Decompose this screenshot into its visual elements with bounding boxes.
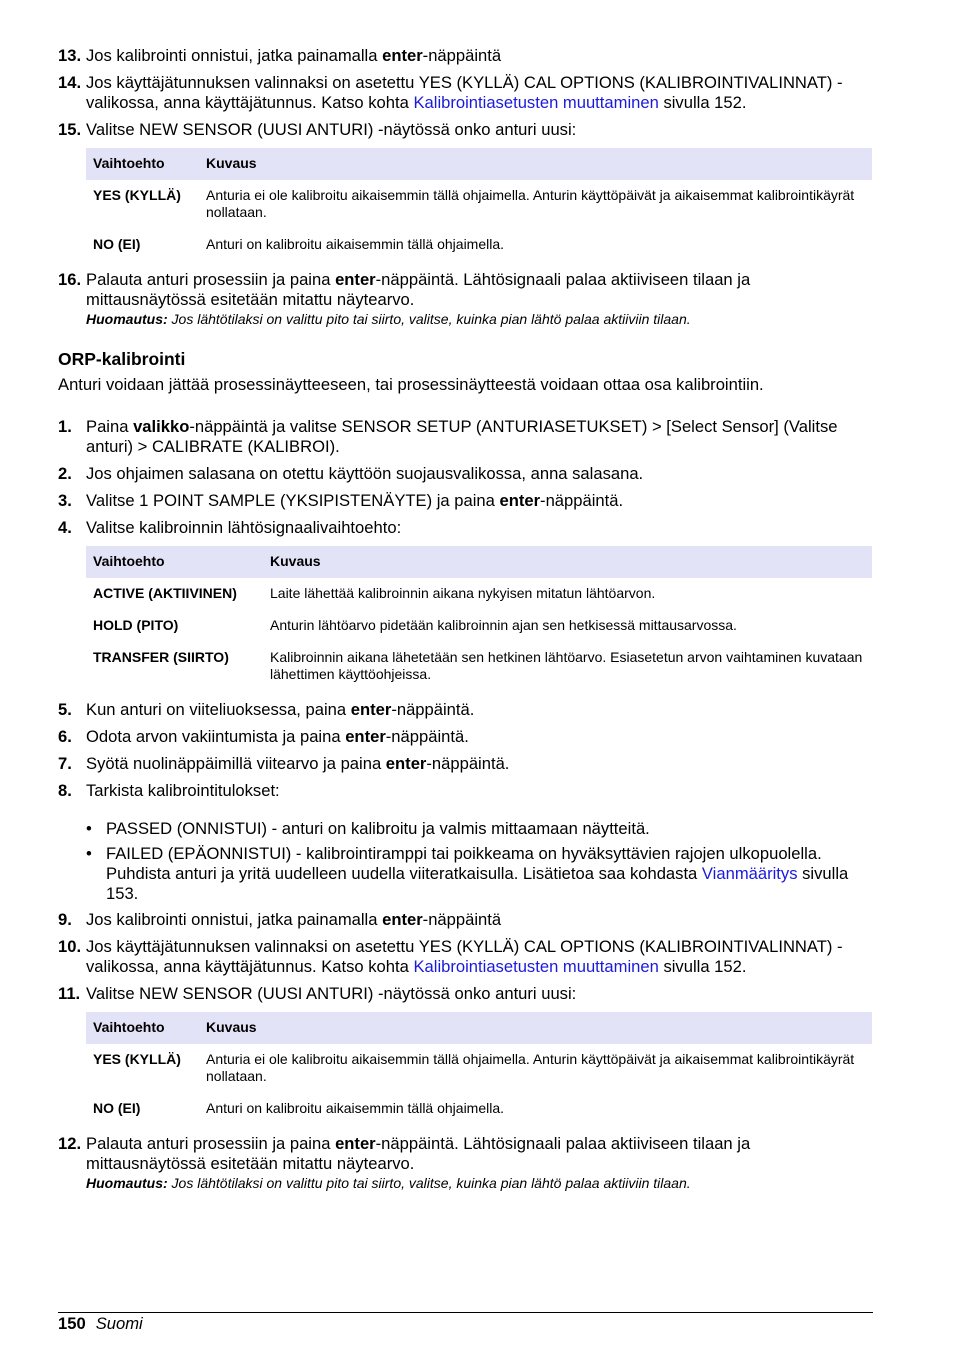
section-heading: ORP-kalibrointi <box>58 349 186 369</box>
step-number: 4. <box>58 518 72 537</box>
step-5 <box>58 700 873 720</box>
step-text: Jos käyttäjätunnuksen valinnaksi on asetettu YES (KYLLÄ) CAL OPTIONS (KALIBROINTIVALINNAT) -valikossa, anna käyttäjätunnus. Katso kohta Kalibrointiasetusten muuttaminen sivulla 152. <box>86 937 843 976</box>
step-number: 14. <box>58 73 82 92</box>
step-14 <box>58 73 873 113</box>
step-4 <box>58 518 873 538</box>
step-number: 16. <box>58 270 82 289</box>
note: Huomautus: Jos lähtötilaksi on valittu pito tai siirto, valitse, kuinka pian lähtö palaa aktiiviin tilaan. <box>86 311 691 327</box>
options-table-new-sensor <box>86 148 872 261</box>
step-1 <box>58 417 873 457</box>
bullet-text: FAILED (EPÄONNISTUI) - kalibrointiramppi tai poikkeama on hyväksyttävien rajojen ulkopuolella. Puhdista anturi ja yritä uudelleen uudella viiteratkaisulla. Lisätietoa saa kohdasta Vianmääritys sivulla 153. <box>106 844 849 903</box>
table-header: Kuvaus <box>199 148 872 180</box>
table-cell: NO (EI) <box>93 1100 141 1116</box>
table-cell: Anturia ei ole kalibroitu aikaisemmin tällä ohjaimella. Anturin käyttöpäivät ja aikaisemmat kalibrointikäyrät nollataan. <box>206 1051 855 1084</box>
step-number: 10. <box>58 937 82 956</box>
table-cell: Kalibroinnin aikana lähetetään sen hetkinen lähtöarvo. Esiasetetun arvon vaihtaminen kuvataan lähettimen käyttöohjeissa. <box>270 649 863 682</box>
table-header-row <box>86 1012 872 1044</box>
table-header-row <box>86 546 872 578</box>
table-cell: Anturin lähtöarvo pidetään kalibroinnin ajan sen hetkisessä mittausarvossa. <box>270 617 737 633</box>
step-text: Valitse 1 POINT SAMPLE (YKSIPISTENÄYTE) ja paina enter-näppäintä. <box>86 491 624 510</box>
language-label: Suomi <box>95 1314 143 1333</box>
step-text: Valitse NEW SENSOR (UUSI ANTURI) -näytössä onko anturi uusi: <box>86 984 577 1003</box>
table-cell: Laite lähettää kalibroinnin aikana nykyisen mitatun lähtöarvon. <box>270 585 656 601</box>
step-8 <box>58 781 873 801</box>
table-header: Kuvaus <box>199 1012 872 1044</box>
table-header: Vaihtoehto <box>86 546 263 578</box>
table-row <box>86 578 872 610</box>
table-cell: YES (KYLLÄ) <box>93 187 181 203</box>
table-cell: NO (EI) <box>93 236 141 252</box>
step-text: Jos käyttäjätunnuksen valinnaksi on asetettu YES (KYLLÄ) CAL OPTIONS (KALIBROINTIVALINNAT) -valikossa, anna käyttäjätunnus. Katso kohta Kalibrointiasetusten muuttaminen sivulla 152. <box>86 73 843 112</box>
step-number: 1. <box>58 417 72 436</box>
step-13 <box>58 46 873 66</box>
table-cell: ACTIVE (AKTIIVINEN) <box>93 585 237 601</box>
step-text: Jos ohjaimen salasana on otettu käyttöön suojausvalikossa, anna salasana. <box>86 464 644 483</box>
step-number: 7. <box>58 754 72 773</box>
bullet-marker: • <box>86 844 92 863</box>
step-text: Valitse kalibroinnin lähtösignaalivaihtoehto: <box>86 518 402 537</box>
step-10 <box>58 937 873 977</box>
table-cell: HOLD (PITO) <box>93 617 179 633</box>
step-text: Tarkista kalibrointitulokset: <box>86 781 280 800</box>
page-footer <box>58 1312 873 1334</box>
step-number: 13. <box>58 46 82 65</box>
step-number: 2. <box>58 464 72 483</box>
table-row <box>86 1044 872 1093</box>
table-header: Kuvaus <box>263 546 872 578</box>
step-text: Jos kalibrointi onnistui, jatka painamalla enter-näppäintä <box>86 46 502 65</box>
note: Huomautus: Jos lähtötilaksi on valittu pito tai siirto, valitse, kuinka pian lähtö palaa aktiiviin tilaan. <box>86 1175 691 1191</box>
table-header: Vaihtoehto <box>86 1012 199 1044</box>
step-number: 3. <box>58 491 72 510</box>
section-intro: Anturi voidaan jättää prosessinäytteeseen, tai prosessinäytteestä voidaan ottaa osa kalibrointiin. <box>58 375 764 394</box>
cross-reference-link[interactable]: Vianmääritys <box>701 864 798 883</box>
document-page <box>58 46 873 1199</box>
result-bullet-list <box>86 819 873 904</box>
step-text: Odota arvon vakiintumista ja paina enter-näppäintä. <box>86 727 469 746</box>
step-number: 15. <box>58 120 82 139</box>
list-item <box>86 819 873 839</box>
step-number: 8. <box>58 781 72 800</box>
table-row <box>86 229 872 261</box>
table-row <box>86 642 872 691</box>
step-11 <box>58 984 873 1004</box>
step-2 <box>58 464 873 484</box>
step-16 <box>58 270 873 328</box>
options-table-output-signal <box>86 546 872 691</box>
cross-reference-link[interactable]: Kalibrointiasetusten muuttaminen <box>413 93 659 112</box>
step-text: Palauta anturi prosessiin ja paina enter-näppäintä. Lähtösignaali palaa aktiiviseen tilaan ja mittausnäytössä esitetään mitattu näytearvo. Huomautus: Jos lähtötilaksi on valittu pito tai siirto, valitse, kuinka pian lähtö palaa aktiiviin tilaan. <box>86 1134 873 1192</box>
step-12 <box>58 1134 873 1192</box>
table-cell: Anturi on kalibroitu aikaisemmin tällä ohjaimella. <box>206 1100 505 1116</box>
step-6 <box>58 727 873 747</box>
step-text: Jos kalibrointi onnistui, jatka painamalla enter-näppäintä <box>86 910 502 929</box>
table-row <box>86 610 872 642</box>
step-7 <box>58 754 873 774</box>
step-number: 6. <box>58 727 72 746</box>
step-number: 5. <box>58 700 72 719</box>
table-cell: TRANSFER (SIIRTO) <box>93 649 229 665</box>
options-table-new-sensor-orp <box>86 1012 872 1125</box>
step-text: Palauta anturi prosessiin ja paina enter-näppäintä. Lähtösignaali palaa aktiiviseen tilaan ja mittausnäytössä esitetään mitattu näytearvo. Huomautus: Jos lähtötilaksi on valittu pito tai siirto, valitse, kuinka pian lähtö palaa aktiiviin tilaan. <box>86 270 873 328</box>
table-cell: Anturia ei ole kalibroitu aikaisemmin tällä ohjaimella. Anturin käyttöpäivät ja aikaisemmat kalibrointikäyrät nollataan. <box>206 187 855 220</box>
step-number: 11. <box>58 984 81 1003</box>
table-row <box>86 1093 872 1125</box>
table-header-row <box>86 148 872 180</box>
table-cell: YES (KYLLÄ) <box>93 1051 181 1067</box>
table-header: Vaihtoehto <box>86 148 199 180</box>
step-text: Paina valikko-näppäintä ja valitse SENSOR SETUP (ANTURIASETUKSET) > [Select Sensor] (Valitse anturi) > CALIBRATE (KALIBROI). <box>86 417 838 456</box>
table-cell: Anturi on kalibroitu aikaisemmin tällä ohjaimella. <box>206 236 505 252</box>
step-number: 9. <box>58 910 72 929</box>
bullet-marker: • <box>86 819 92 838</box>
table-row <box>86 180 872 229</box>
step-9 <box>58 910 873 930</box>
step-text: Syötä nuolinäppäimillä viitearvo ja paina enter-näppäintä. <box>86 754 510 773</box>
step-number: 12. <box>58 1134 82 1153</box>
cross-reference-link[interactable]: Kalibrointiasetusten muuttaminen <box>413 957 659 976</box>
page-number: 150 <box>58 1314 86 1333</box>
step-text: Kun anturi on viiteliuoksessa, paina enter-näppäintä. <box>86 700 475 719</box>
list-item <box>86 844 873 904</box>
bullet-text: PASSED (ONNISTUI) - anturi on kalibroitu ja valmis mittaamaan näytteitä. <box>106 819 650 838</box>
step-15 <box>58 120 873 140</box>
step-3 <box>58 491 873 511</box>
step-text: Valitse NEW SENSOR (UUSI ANTURI) -näytössä onko anturi uusi: <box>86 120 577 139</box>
